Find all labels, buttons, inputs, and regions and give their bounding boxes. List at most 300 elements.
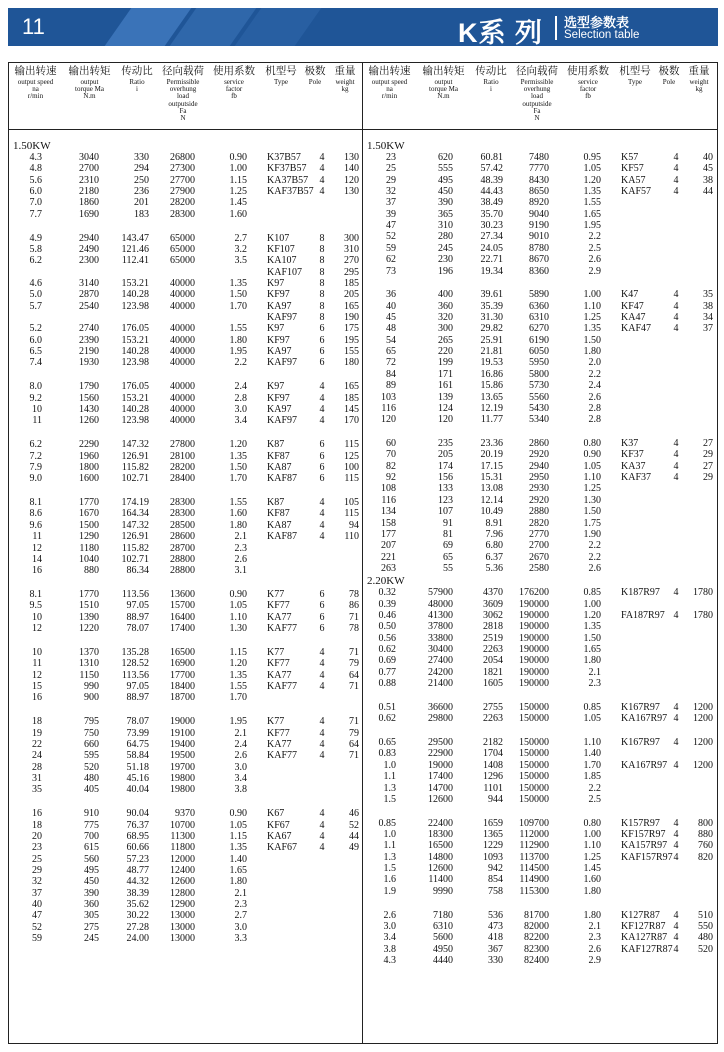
cell-service-factor: 1.35	[229, 842, 247, 854]
table-row	[9, 358, 361, 368]
cell-overhung-load: 19100	[170, 727, 195, 739]
column-header-en: output torque Ma N.m	[75, 77, 104, 101]
cell-output-speed: 12	[32, 669, 42, 681]
cell-overhung-load: 13000	[170, 933, 195, 944]
cell-ratio: 51.18	[126, 761, 149, 773]
cell-service-factor: 1.50	[583, 632, 601, 644]
cell-overhung-load: 27700	[170, 174, 195, 186]
cell-overhung-load: 13000	[170, 921, 195, 933]
cell-weight: 29	[703, 472, 713, 484]
column-header-ratio	[117, 66, 157, 93]
cell-service-factor: 1.80	[229, 334, 247, 346]
cell-pole: 4	[673, 460, 679, 472]
cell-service-factor: 3.1	[234, 565, 247, 577]
cell-output-torque: 2490	[79, 243, 99, 255]
table-row	[363, 210, 715, 220]
cell-overhung-load: 5890	[529, 289, 549, 301]
cell-overhung-load: 28100	[170, 450, 195, 462]
table-row	[363, 462, 715, 472]
cell-ratio: 1704	[483, 748, 503, 760]
cell-overhung-load: 5950	[529, 357, 549, 369]
cell-ratio: 24.05	[480, 242, 503, 254]
cell-weight: 45	[703, 163, 713, 175]
cell-ratio: 58.84	[126, 750, 149, 762]
table-row	[9, 659, 361, 669]
column-header-overhung-load	[157, 66, 209, 123]
table-row	[363, 864, 715, 874]
cell-service-factor: 1.10	[229, 611, 247, 623]
cell-service-factor: 1.35	[583, 186, 601, 198]
cell-ratio: 19.34	[480, 265, 503, 277]
cell-type: K97	[267, 381, 285, 393]
cell-overhung-load: 19400	[170, 738, 195, 750]
cell-output-torque: 2390	[79, 334, 99, 346]
column-header-en: Permissible overhung load outputside Fa N	[520, 77, 554, 123]
cell-overhung-load: 81700	[524, 909, 549, 921]
cell-overhung-load: 40000	[170, 415, 195, 427]
table-row	[363, 922, 715, 932]
cell-output-torque: 1500	[79, 519, 99, 531]
cell-service-factor: 2.6	[588, 254, 601, 266]
cell-overhung-load: 176200	[519, 587, 549, 599]
cell-weight: 71	[349, 716, 359, 728]
table-row	[363, 255, 715, 265]
table-row	[363, 519, 715, 529]
table-row	[363, 439, 715, 449]
cell-type: KAF77	[267, 681, 298, 692]
cell-output-speed: 103	[381, 391, 396, 403]
cell-output-torque: 280	[438, 231, 453, 243]
cell-output-speed: 54	[386, 334, 396, 346]
cell-output-torque: 36600	[428, 701, 453, 713]
cell-weight: 295	[344, 266, 359, 278]
table-row	[9, 889, 361, 899]
cell-output-torque: 320	[438, 312, 453, 324]
cell-weight: 1200	[693, 737, 713, 749]
cell-output-torque: 265	[438, 334, 453, 346]
table-row	[9, 911, 361, 921]
cell-output-speed: 0.46	[378, 609, 396, 621]
table-row	[9, 751, 361, 761]
cell-output-speed: 29	[32, 864, 42, 876]
cell-overhung-load: 5560	[529, 391, 549, 403]
cell-output-torque: 360	[84, 898, 99, 910]
cell-output-speed: 1.1	[383, 771, 396, 783]
cell-service-factor: 1.35	[583, 621, 601, 633]
column-header-type	[615, 66, 655, 86]
cell-type: KA87	[267, 461, 292, 473]
cell-ratio: 153.21	[121, 392, 149, 404]
cell-ratio: 174.19	[121, 497, 149, 509]
cell-service-factor: 1.35	[229, 669, 247, 681]
cell-pole: 4	[673, 587, 679, 599]
table-row	[9, 302, 361, 312]
cell-output-speed: 22	[32, 738, 42, 750]
cell-output-speed: 20	[32, 830, 42, 842]
cell-overhung-load: 150000	[519, 771, 549, 783]
cell-pole: 4	[673, 817, 679, 829]
cell-service-factor: 2.1	[588, 921, 601, 932]
cell-overhung-load: 6050	[529, 346, 549, 358]
cell-type: KAF57	[621, 186, 652, 198]
cell-ratio: 330	[488, 955, 503, 967]
cell-pole: 4	[673, 932, 679, 944]
cell-output-speed: 1.9	[383, 885, 396, 897]
cell-ratio: 2755	[483, 701, 503, 713]
table-row	[363, 830, 715, 840]
cell-output-speed: 3.0	[383, 921, 396, 932]
cell-output-torque: 120	[438, 414, 453, 426]
cell-service-factor: 1.00	[229, 163, 247, 175]
table-row	[9, 336, 361, 346]
cell-service-factor: 1.55	[229, 681, 247, 692]
cell-output-speed: 7.9	[29, 461, 42, 473]
cell-overhung-load: 12900	[170, 898, 195, 910]
cell-overhung-load: 17400	[170, 623, 195, 635]
cell-ratio: 123.98	[121, 300, 149, 312]
cell-overhung-load: 114900	[519, 874, 549, 886]
cell-ratio: 2182	[483, 737, 503, 749]
cell-output-speed: 36	[386, 289, 396, 301]
cell-pole: 6	[319, 439, 325, 451]
table-row	[363, 187, 715, 197]
cell-ratio: 44.43	[480, 186, 503, 198]
column-header-cn: 输出转矩	[422, 65, 465, 77]
cell-overhung-load: 190000	[519, 598, 549, 610]
cell-output-torque: 57900	[428, 587, 453, 599]
cell-service-factor: 1.45	[229, 197, 247, 209]
cell-output-torque: 390	[84, 887, 99, 899]
cell-output-speed: 84	[386, 368, 396, 380]
cell-ratio: 21.81	[480, 346, 503, 358]
cell-weight: 115	[344, 508, 359, 520]
cell-output-torque: 107	[438, 506, 453, 518]
cell-service-factor: 2.1	[234, 887, 247, 899]
cell-type: KA67	[267, 830, 292, 842]
cell-output-torque: 365	[438, 208, 453, 220]
cell-service-factor: 2.2	[588, 540, 601, 552]
table-row	[9, 313, 361, 323]
cell-service-factor: 1.80	[583, 885, 601, 897]
cell-output-speed: 37	[386, 197, 396, 209]
cell-output-torque: 555	[438, 163, 453, 175]
cell-pole: 4	[319, 819, 325, 831]
cell-output-torque: 1260	[79, 415, 99, 427]
cell-output-torque: 1690	[79, 208, 99, 220]
cell-output-speed: 72	[386, 357, 396, 369]
cell-service-factor: 1.35	[229, 278, 247, 289]
cell-ratio: 176.05	[121, 381, 149, 393]
cell-service-factor: 1.95	[229, 346, 247, 358]
table-row	[9, 187, 361, 197]
cell-service-factor: 1.45	[583, 863, 601, 875]
cell-output-torque: 3140	[79, 278, 99, 289]
table-row	[363, 541, 715, 551]
power-section-label: 2.20KW	[367, 575, 405, 588]
table-row	[363, 911, 715, 921]
cell-pole: 4	[319, 681, 325, 692]
cell-ratio: 4370	[483, 587, 503, 599]
cell-service-factor: 1.80	[229, 519, 247, 531]
column-header-pole	[657, 66, 681, 86]
cell-output-speed: 0.32	[378, 587, 396, 599]
table-row	[363, 795, 715, 805]
cell-output-speed: 0.62	[378, 713, 396, 725]
cell-ratio: 115.82	[121, 461, 149, 473]
column-header-output-speed	[363, 66, 416, 101]
cell-pole: 6	[319, 357, 325, 369]
cell-output-speed: 12	[32, 542, 42, 554]
cell-output-speed: 92	[386, 472, 396, 484]
cell-overhung-load: 65000	[170, 243, 195, 255]
cell-ratio: 73.99	[126, 727, 149, 739]
cell-ratio: 60.66	[126, 842, 149, 854]
cell-ratio: 30.22	[126, 910, 149, 922]
cell-weight: 64	[349, 669, 359, 681]
table-row	[9, 544, 361, 554]
cell-pole: 4	[319, 750, 325, 762]
cell-output-torque: 900	[84, 692, 99, 704]
cell-pole: 6	[319, 473, 325, 485]
cell-output-torque: 1150	[79, 669, 99, 681]
column-header-cn: 重量	[334, 65, 356, 77]
cell-overhung-load: 40000	[170, 357, 195, 369]
table-row	[9, 210, 361, 220]
cell-weight: 165	[344, 300, 359, 312]
table-row	[9, 613, 361, 623]
table-row	[9, 866, 361, 876]
cell-pole: 4	[673, 174, 679, 186]
cell-pole: 4	[319, 415, 325, 427]
cell-ratio: 11.77	[480, 414, 503, 426]
cell-overhung-load: 6310	[529, 312, 549, 324]
table-row	[363, 749, 715, 759]
cell-output-speed: 14	[32, 553, 42, 565]
cell-type: K47	[621, 289, 639, 301]
cell-overhung-load: 2930	[529, 483, 549, 495]
cell-type: K57	[621, 152, 639, 163]
cell-ratio: 473	[488, 921, 503, 932]
cell-output-torque: 245	[438, 242, 453, 254]
cell-output-speed: 158	[381, 517, 396, 529]
cell-weight: 79	[349, 727, 359, 739]
table-row	[9, 347, 361, 357]
cell-weight: 125	[344, 450, 359, 462]
cell-service-factor: 0.95	[583, 152, 601, 163]
cell-pole: 8	[319, 266, 325, 278]
table-row	[363, 819, 715, 829]
cell-weight: 86	[349, 600, 359, 612]
cell-type: KAF67	[267, 842, 298, 854]
cell-overhung-load: 150000	[519, 759, 549, 771]
cell-overhung-load: 150000	[519, 713, 549, 725]
cell-output-torque: 305	[84, 910, 99, 922]
cell-pole: 6	[319, 600, 325, 612]
cell-weight: 110	[344, 531, 359, 543]
table-row	[363, 313, 715, 323]
table-header	[9, 62, 362, 130]
cell-ratio: 135.28	[121, 646, 149, 658]
cell-type: KA77	[267, 611, 292, 623]
cell-overhung-load: 8670	[529, 254, 549, 266]
cell-pole: 4	[673, 186, 679, 198]
column-header-en: Type	[628, 77, 642, 86]
cell-service-factor: 2.7	[234, 910, 247, 922]
cell-ratio: 418	[488, 932, 503, 944]
cell-service-factor: 3.0	[234, 404, 247, 415]
cell-pole: 4	[319, 842, 325, 854]
cell-type: KF127R87	[621, 921, 666, 932]
cell-output-torque: 1960	[79, 450, 99, 462]
cell-overhung-load: 2670	[529, 551, 549, 563]
table-row	[9, 382, 361, 392]
cell-output-speed: 35	[32, 784, 42, 796]
cell-output-torque: 18300	[428, 829, 453, 841]
cell-weight: 175	[344, 323, 359, 335]
cell-service-factor: 1.50	[583, 334, 601, 346]
table-row	[9, 498, 361, 508]
table-row	[363, 679, 715, 689]
cell-pole: 4	[673, 829, 679, 841]
cell-ratio: 1101	[483, 782, 503, 794]
cell-overhung-load: 15700	[170, 600, 195, 612]
cell-type: KA167R97	[621, 713, 668, 725]
cell-overhung-load: 28800	[170, 553, 195, 565]
cell-output-torque: 29800	[428, 713, 453, 725]
cell-overhung-load: 2820	[529, 517, 549, 529]
cell-pole: 4	[673, 289, 679, 301]
cell-ratio: 27.28	[126, 921, 149, 933]
cell-ratio: 48.39	[480, 174, 503, 186]
column-header-en: output speed na r/min	[17, 77, 54, 101]
cell-weight: 71	[349, 611, 359, 623]
column-header-en: Type	[274, 77, 288, 86]
column-header-cn: 传动比	[475, 65, 507, 77]
cell-output-torque: 30400	[428, 644, 453, 655]
cell-service-factor: 3.3	[234, 933, 247, 944]
cell-pole: 8	[319, 278, 325, 289]
cell-overhung-load: 40000	[170, 300, 195, 312]
cell-ratio: 1365	[483, 829, 503, 841]
cell-ratio: 2519	[483, 632, 503, 644]
cell-overhung-load: 17700	[170, 669, 195, 681]
cell-output-torque: 2290	[79, 439, 99, 451]
cell-type: KF37	[621, 449, 644, 461]
cell-type: KA87	[267, 519, 292, 531]
cell-weight: 100	[344, 461, 359, 473]
cell-ratio: 367	[488, 943, 503, 955]
table-row	[363, 450, 715, 460]
cell-weight: 44	[349, 830, 359, 842]
cell-output-torque: 1560	[79, 392, 99, 404]
cell-overhung-load: 150000	[519, 748, 549, 760]
cell-output-torque: 2310	[79, 174, 99, 186]
cell-ratio: 20.19	[480, 449, 503, 461]
table-row	[9, 245, 361, 255]
cell-overhung-load: 82300	[524, 943, 549, 955]
cell-overhung-load: 8430	[529, 174, 549, 186]
cell-output-speed: 16	[32, 692, 42, 704]
cell-overhung-load: 7770	[529, 163, 549, 175]
cell-output-torque: 91	[443, 517, 453, 529]
cell-output-torque: 620	[438, 152, 453, 163]
cell-overhung-load: 19500	[170, 750, 195, 762]
cell-service-factor: 3.2	[234, 243, 247, 255]
cell-ratio: 13.08	[480, 483, 503, 495]
table-row	[363, 600, 715, 610]
cell-service-factor: 1.40	[229, 853, 247, 865]
table-row	[363, 336, 715, 346]
cell-overhung-load: 112000	[519, 829, 549, 841]
cell-ratio: 121.46	[121, 243, 149, 255]
cell-ratio: 88.97	[126, 611, 149, 623]
cell-output-speed: 11	[32, 415, 42, 427]
cell-output-torque: 275	[84, 921, 99, 933]
cell-type: KF97	[267, 392, 290, 404]
cell-service-factor: 2.3	[234, 542, 247, 554]
cell-type: KF37B57	[267, 163, 307, 175]
cell-pole: 4	[673, 759, 679, 771]
cell-output-speed: 29	[386, 174, 396, 186]
table-row	[363, 622, 715, 632]
cell-ratio: 15.86	[480, 380, 503, 392]
cell-overhung-load: 2880	[529, 506, 549, 518]
cell-pole: 4	[319, 658, 325, 670]
cell-ratio: 330	[134, 152, 149, 163]
cell-pole: 4	[319, 727, 325, 739]
cell-output-torque: 41300	[428, 609, 453, 621]
cell-pole: 4	[673, 737, 679, 749]
cell-output-torque: 7180	[433, 909, 453, 921]
cell-output-speed: 0.85	[378, 817, 396, 829]
cell-weight: 120	[344, 174, 359, 186]
cell-output-torque: 400	[438, 289, 453, 301]
cell-output-speed: 6.0	[29, 186, 42, 198]
cell-output-torque: 199	[438, 357, 453, 369]
cell-output-speed: 9.2	[29, 392, 42, 404]
cell-type: K87	[267, 439, 285, 451]
cell-service-factor: 2.2	[588, 551, 601, 563]
table-row	[9, 601, 361, 611]
cell-weight: 27	[703, 438, 713, 450]
cell-weight: 205	[344, 289, 359, 301]
table-row	[363, 588, 715, 598]
cell-output-torque: 220	[438, 346, 453, 358]
cell-ratio: 10.49	[480, 506, 503, 518]
cell-output-speed: 1.0	[383, 829, 396, 841]
cell-output-torque: 1800	[79, 461, 99, 473]
cell-output-speed: 116	[381, 402, 396, 414]
cell-output-torque: 37800	[428, 621, 453, 633]
cell-pole: 4	[673, 713, 679, 725]
cell-output-torque: 230	[438, 254, 453, 266]
table-row	[363, 772, 715, 782]
cell-overhung-load: 12600	[170, 876, 195, 888]
cell-overhung-load: 16900	[170, 658, 195, 670]
cell-output-torque: 360	[438, 300, 453, 312]
table-row	[9, 717, 361, 727]
cell-output-speed: 7.7	[29, 208, 42, 220]
table-row	[9, 290, 361, 300]
table-row	[9, 877, 361, 887]
cell-output-speed: 4.3	[383, 955, 396, 967]
cell-type: KAF47	[621, 323, 652, 335]
cell-output-speed: 37	[32, 887, 42, 899]
cell-output-speed: 7.4	[29, 357, 42, 369]
cell-overhung-load: 28200	[170, 461, 195, 473]
column-header-en: Permissible overhung load outputside Fa N	[166, 77, 200, 123]
cell-output-torque: 174	[438, 460, 453, 472]
